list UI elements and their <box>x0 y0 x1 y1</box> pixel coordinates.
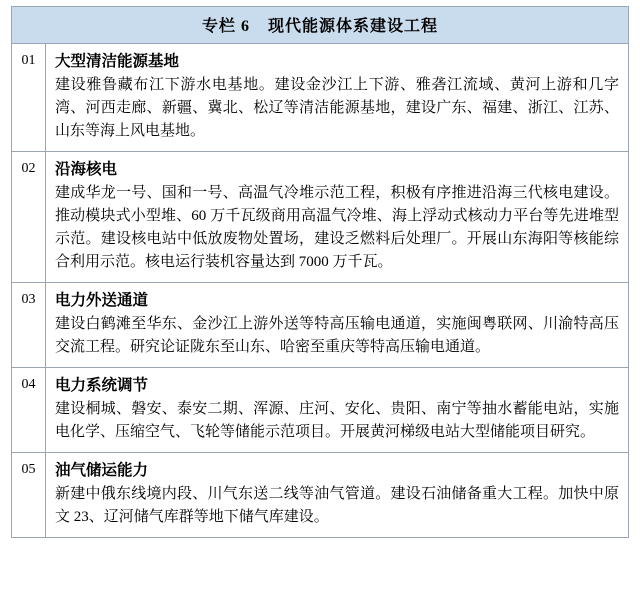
item-text: 建设雅鲁藏布江下游水电基地。建设金沙江上下游、雅砻江流域、黄河上游和几字湾、河西走廊、新疆、冀北、松辽等清洁能源基地，建设广东、福建、浙江、江苏、山东等海上风电基地。 <box>55 77 619 140</box>
item-title: 大型清洁能源基地 <box>55 53 180 70</box>
item-text: 建成华龙一号、国和一号、高温气冷堆示范工程，积极有序推进沿海三代核电建设。推动模块式小型堆、60 万千瓦级商用高温气冷堆、海上浮动式核动力平台等先进堆型示范。建设核电站中低放废物处置场，建设乏燃料后处理厂。开展山东海阳等核能综合利用示范。核电运行装机容量达到 7000 万千瓦。 <box>55 185 619 270</box>
feature-box <box>11 6 629 538</box>
row-content <box>46 453 628 537</box>
row-number: 05 <box>12 453 46 537</box>
row-content <box>46 152 628 282</box>
table-row <box>12 44 628 152</box>
box-header-title: 现代能源体系建设工程 <box>268 18 439 35</box>
row-number: 02 <box>12 152 46 282</box>
row-number: 04 <box>12 368 46 452</box>
table-row <box>12 368 628 453</box>
table-row <box>12 152 628 283</box>
table-row <box>12 453 628 537</box>
box-header-label: 专栏 6 <box>201 18 250 35</box>
item-title: 电力外送通道 <box>55 291 149 309</box>
row-number: 03 <box>12 283 46 367</box>
box-header <box>12 7 628 44</box>
item-title: 沿海核电 <box>55 160 118 178</box>
item-text: 新建中俄东线境内段、川气东送二线等油气管道。建设石油储备重大工程。加快中原文 23、辽河储气库群等地下储气库建设。 <box>55 486 619 525</box>
row-number: 01 <box>12 44 46 151</box>
item-title: 油气储运能力 <box>55 461 149 479</box>
row-content <box>46 44 628 151</box>
table-row <box>12 283 628 368</box>
item-title: 电力系统调节 <box>55 376 149 394</box>
item-text: 建设桐城、磐安、泰安二期、浑源、庄河、安化、贵阳、南宁等抽水蓄能电站，实施电化学、压缩空气、飞轮等储能示范项目。开展黄河梯级电站大型储能项目研究。 <box>55 401 619 440</box>
item-text: 建设白鹤滩至华东、金沙江上游外送等特高压输电通道，实施闽粤联网、川渝特高压交流工程。研究论证陇东至山东、哈密至重庆等特高压输电通道。 <box>55 315 619 355</box>
row-content <box>46 368 628 452</box>
row-content <box>46 283 628 367</box>
